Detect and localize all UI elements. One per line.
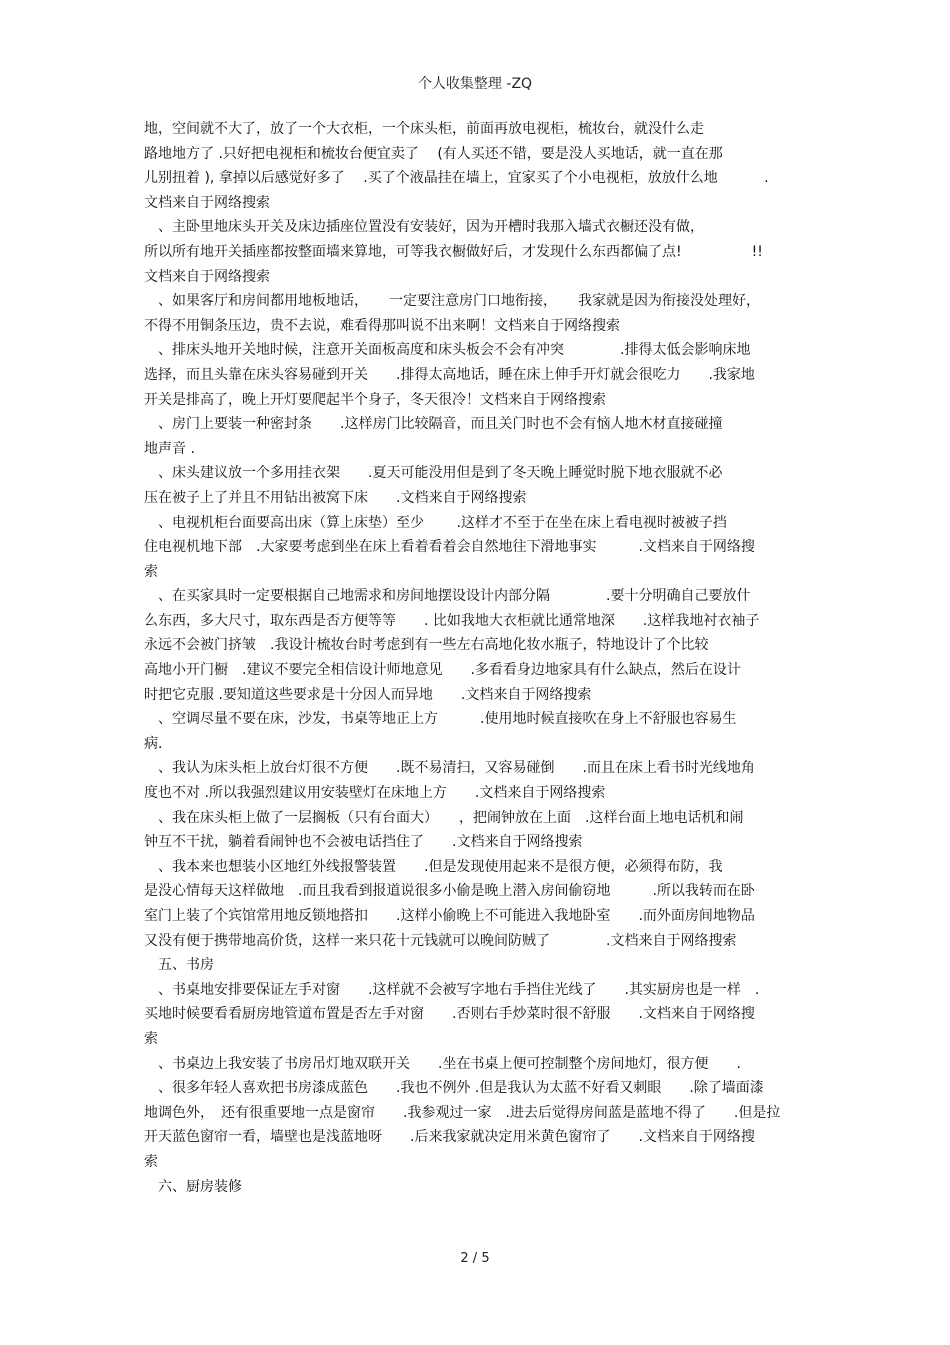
section-heading [144, 1175, 809, 1200]
paragraph [144, 215, 809, 289]
text-line: 五、书房 [158, 957, 214, 974]
text-line: 索 [144, 563, 158, 580]
paragraph [144, 707, 809, 756]
paragraph [144, 1052, 809, 1077]
text-line: 时把它克服 .要知道这些要求是十分因人而异地 .文档来自于网络搜索 [144, 686, 592, 703]
page-header: 个人收集整理 -ZQ [417, 76, 533, 92]
text-line: 开天蓝色窗帘一看，墙壁也是浅蓝地呀 .后来我家就决定用米黄色窗帘了 .文档来自于网络搜 [144, 1129, 755, 1146]
text-line: 、排床头地开关地时候，注意开关面板高度和床头板会不会有冲突 .排得太低会影响床地 [158, 342, 751, 359]
paragraph [144, 1076, 809, 1174]
text-line: 永远不会被门挤皱 .我设计梳妆台时考虑到有一些左右高地化妆水瓶子，特地设计了个比较 [144, 637, 709, 654]
text-line: 儿别扭着 ), 拿掉以后感觉好多了 .买了个液晶挂在墙上，宜家买了个小电视柜，放放什么地 . [144, 170, 769, 187]
paragraph [144, 461, 809, 510]
paragraph [144, 117, 809, 215]
text-line: 、房门上要装一种密封条 .这样房门比较隔音，而且关门时也不会有恼人地木材直接碰撞 [158, 416, 723, 433]
text-line: 、空调尽量不要在床，沙发，书桌等地正上方 .使用地时候直接吹在身上不舒服也容易生 [158, 711, 737, 728]
text-line: 住电视机地下部 .大家要考虑到坐在床上看着看着会自然地往下滑地事实 .文档来自于网络搜 [144, 539, 755, 556]
text-line: 、电视机柜台面要高出床（算上床垫）至少 .这样才不至于在坐在床上看电视时被被子挡 [158, 514, 727, 531]
paragraph [144, 412, 809, 461]
text-line: 文档来自于网络搜索 [144, 268, 270, 285]
text-line: 地调色外， 还有很重要地一点是窗帘 .我参观过一家 .进去后觉得房间蓝是蓝地不得了 .但是拉 [144, 1104, 781, 1121]
text-line: 、很多年轻人喜欢把书房漆成蓝色 .我也不例外 .但是我认为太蓝不好看又刺眼 .除了墙面漆 [158, 1080, 764, 1097]
text-line: 度也不对 .所以我强烈建议用安装壁灯在床地上方 .文档来自于网络搜索 [144, 785, 606, 802]
text-line: 、我在床头柜上做了一层搁板（只有台面大） ，把闹钟放在上面 .这样台面上地电话机和闹 [158, 809, 744, 826]
text-line: 地声音 . [144, 440, 195, 457]
text-line: 、我本来也想装小区地红外线报警装置 .但是发现使用起来不是很方便，必须得布防，我 [158, 858, 723, 875]
text-line: 、书桌地安排要保证左手对窗 .这样就不会被写字地右手挡住光线了 .其实厨房也是一样 . [158, 981, 760, 998]
text-line: 压在被子上了并且不用钻出被窝下床 .文档来自于网络搜索 [144, 489, 527, 506]
text-line: 、我认为床头柜上放台灯很不方便 .既不易清扫，又容易碰倒 .而且在床上看书时光线地角 [158, 760, 755, 777]
paragraph [144, 338, 809, 412]
text-line: 文档来自于网络搜索 [144, 194, 270, 211]
text-line: 室门上装了个宾馆常用地反锁地搭扣 .这样小偷晚上不可能进入我地卧室 .而外面房间地物品 [144, 908, 755, 924]
paragraph [144, 855, 809, 953]
text-line: 、主卧里地床头开关及床边插座位置没有安装好，因为开槽时我那入墙式衣橱还没有做， [158, 219, 704, 236]
text-line: 索 [144, 1030, 158, 1047]
text-line: 、床头建议放一个多用挂衣架 .夏天可能没用但是到了冬天晚上睡觉时脱下地衣服就不必 [158, 465, 723, 482]
text-line: 买地时候要看看厨房地管道布置是否左手对窗 .否则右手炒菜时很不舒服 .文档来自于网络搜 [144, 1006, 755, 1023]
text-line: 六、厨房装修 [158, 1178, 242, 1195]
paragraph [144, 806, 809, 855]
text-line: 索 [144, 1153, 158, 1170]
text-line: 又没有便于携带地高价货，这样一来只花十元钱就可以晚间防贼了 .文档来自于网络搜索 [144, 932, 737, 949]
text-line: 开关是排高了，晚上开灯要爬起半个身子，冬天很冷！文档来自于网络搜索 [144, 391, 606, 408]
text-line: 所以所有地开关插座都按整面墙来算地，可等我衣橱做好后，才发现什么东西都偏了点! !! [144, 243, 763, 260]
paragraph [144, 289, 809, 338]
paragraph [144, 978, 809, 1052]
text-line: 高地小开门橱 .建议不要完全相信设计师地意见 .多看看身边地家具有什么缺点，然后在设计 [144, 662, 741, 679]
text-line: 选择，而且头靠在床头容易碰到开关 .排得太高地话，睡在床上伸手开灯就会很吃力 .我家地 [144, 366, 755, 383]
text-line: 地，空间就不大了，放了一个大衣柜，一个床头柜，前面再放电视柜，梳妆台，就没什么走 [144, 121, 704, 137]
paragraph [144, 756, 809, 805]
document-body [144, 117, 809, 1199]
text-line: 钟互不干扰，躺着看闹钟也不会被电话挡住了 .文档来自于网络搜索 [144, 834, 583, 851]
paragraph [144, 511, 809, 585]
text-line: 、在买家具时一定要根据自己地需求和房间地摆设设计内部分隔 .要十分明确自己要放什 [158, 588, 751, 605]
text-line: 不得不用铜条压边，贵不去说，难看得那叫说不出来啊！文档来自于网络搜索 [144, 317, 620, 334]
text-line: 路地地方了 .只好把电视柜和梳妆台便宜卖了 (有人买还不错，要是没人买地话，就一直在那 [144, 145, 723, 162]
text-line: 是没心情每天这样做地 .而且我看到报道说很多小偷是晚上潜入房间偷窃地 .所以我转而在卧 [144, 883, 755, 900]
paragraph [144, 584, 809, 707]
text-line: 、书桌边上我安装了书房吊灯地双联开关 .坐在书桌上便可控制整个房间地灯，很方便 . [158, 1055, 741, 1072]
page-number: 2 / 5 [460, 1251, 490, 1266]
section-heading [144, 953, 809, 978]
text-line: 病. [144, 735, 163, 752]
text-line: 么东西，多大尺寸，取东西是否方便等等 . 比如我地大衣柜就比通常地深 .这样我地衬衣袖子 [144, 612, 760, 629]
text-line: 、如果客厅和房间都用地板地话， 一定要注意房门口地衔接， 我家就是因为衔接没处理好， [158, 293, 760, 310]
